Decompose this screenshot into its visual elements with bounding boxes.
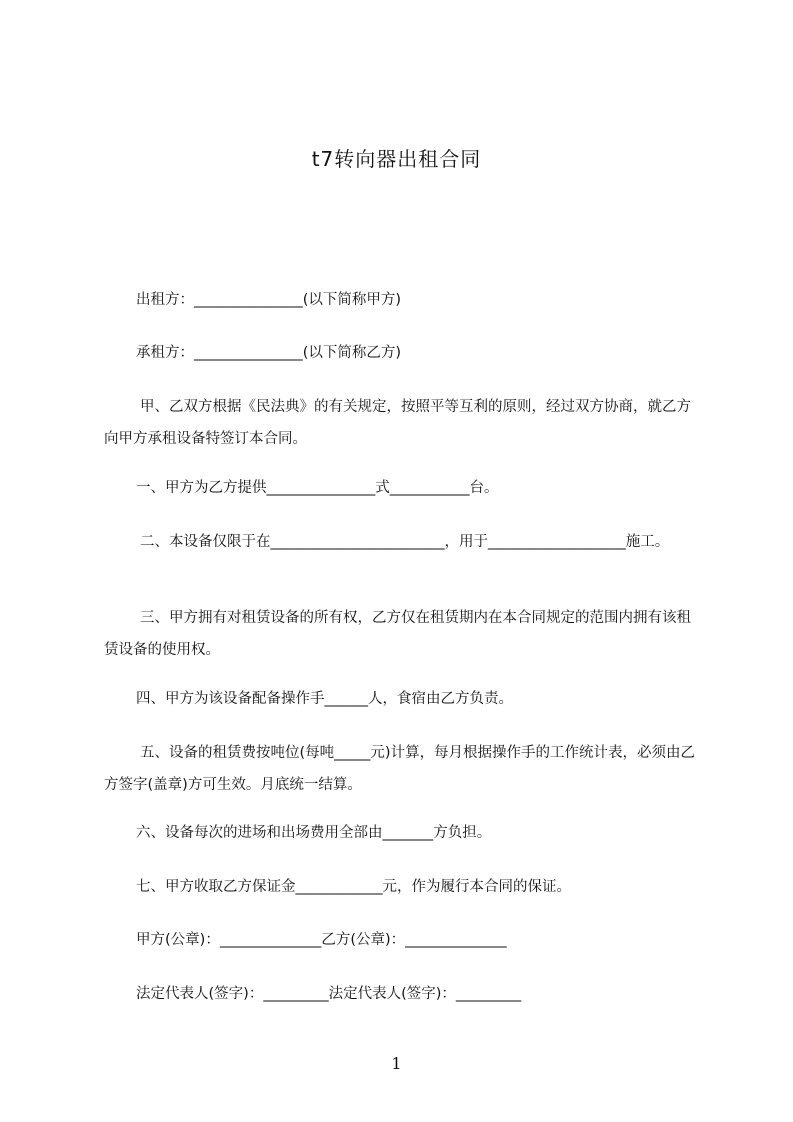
document-title: t7转向器出租合同 xyxy=(311,147,482,171)
preamble-paragraph: 甲、乙双方根据《民法典》的有关规定，按照平等互利的原则，经过双方协商，就乙方向甲方承租设备特签订本合同。 xyxy=(104,399,691,447)
clause-1: 一、甲方为乙方提供_______________式___________台。 xyxy=(136,480,499,496)
seal-line: 甲方(公章)：______________乙方(公章)：______________ xyxy=(136,932,507,948)
clause-7: 七、甲方收取乙方保证金____________元，作为履行本合同的保证。 xyxy=(136,879,571,895)
clause-6: 六、设备每次的进场和出场费用全部由_______方负担。 xyxy=(136,825,492,841)
lessee-line: 承租方：_______________(以下简称乙方) xyxy=(136,345,402,361)
clause-5: 五、设备的租赁费按吨位(每吨_____元)计算，每月根据操作手的工作统计表，必须由乙方签字(盖章)方可生效。月底统一结算。 xyxy=(104,745,696,793)
signature-line: 法定代表人(签字)：_________法定代表人(签字)：_________ xyxy=(136,986,522,1002)
clause-2: 二、本设备仅限于在________________________，用于___________________施工。 xyxy=(140,534,670,550)
lessor-line: 出租方：_______________(以下简称甲方) xyxy=(136,292,402,308)
clause-4: 四、甲方为该设备配备操作手______人，食宿由乙方负责。 xyxy=(136,691,513,707)
page-number: 1 xyxy=(391,1054,402,1073)
clause-3: 三、甲方拥有对租赁设备的所有权，乙方仅在租赁期内在本合同规定的范围内拥有该租赁设备的使用权。 xyxy=(104,610,691,658)
